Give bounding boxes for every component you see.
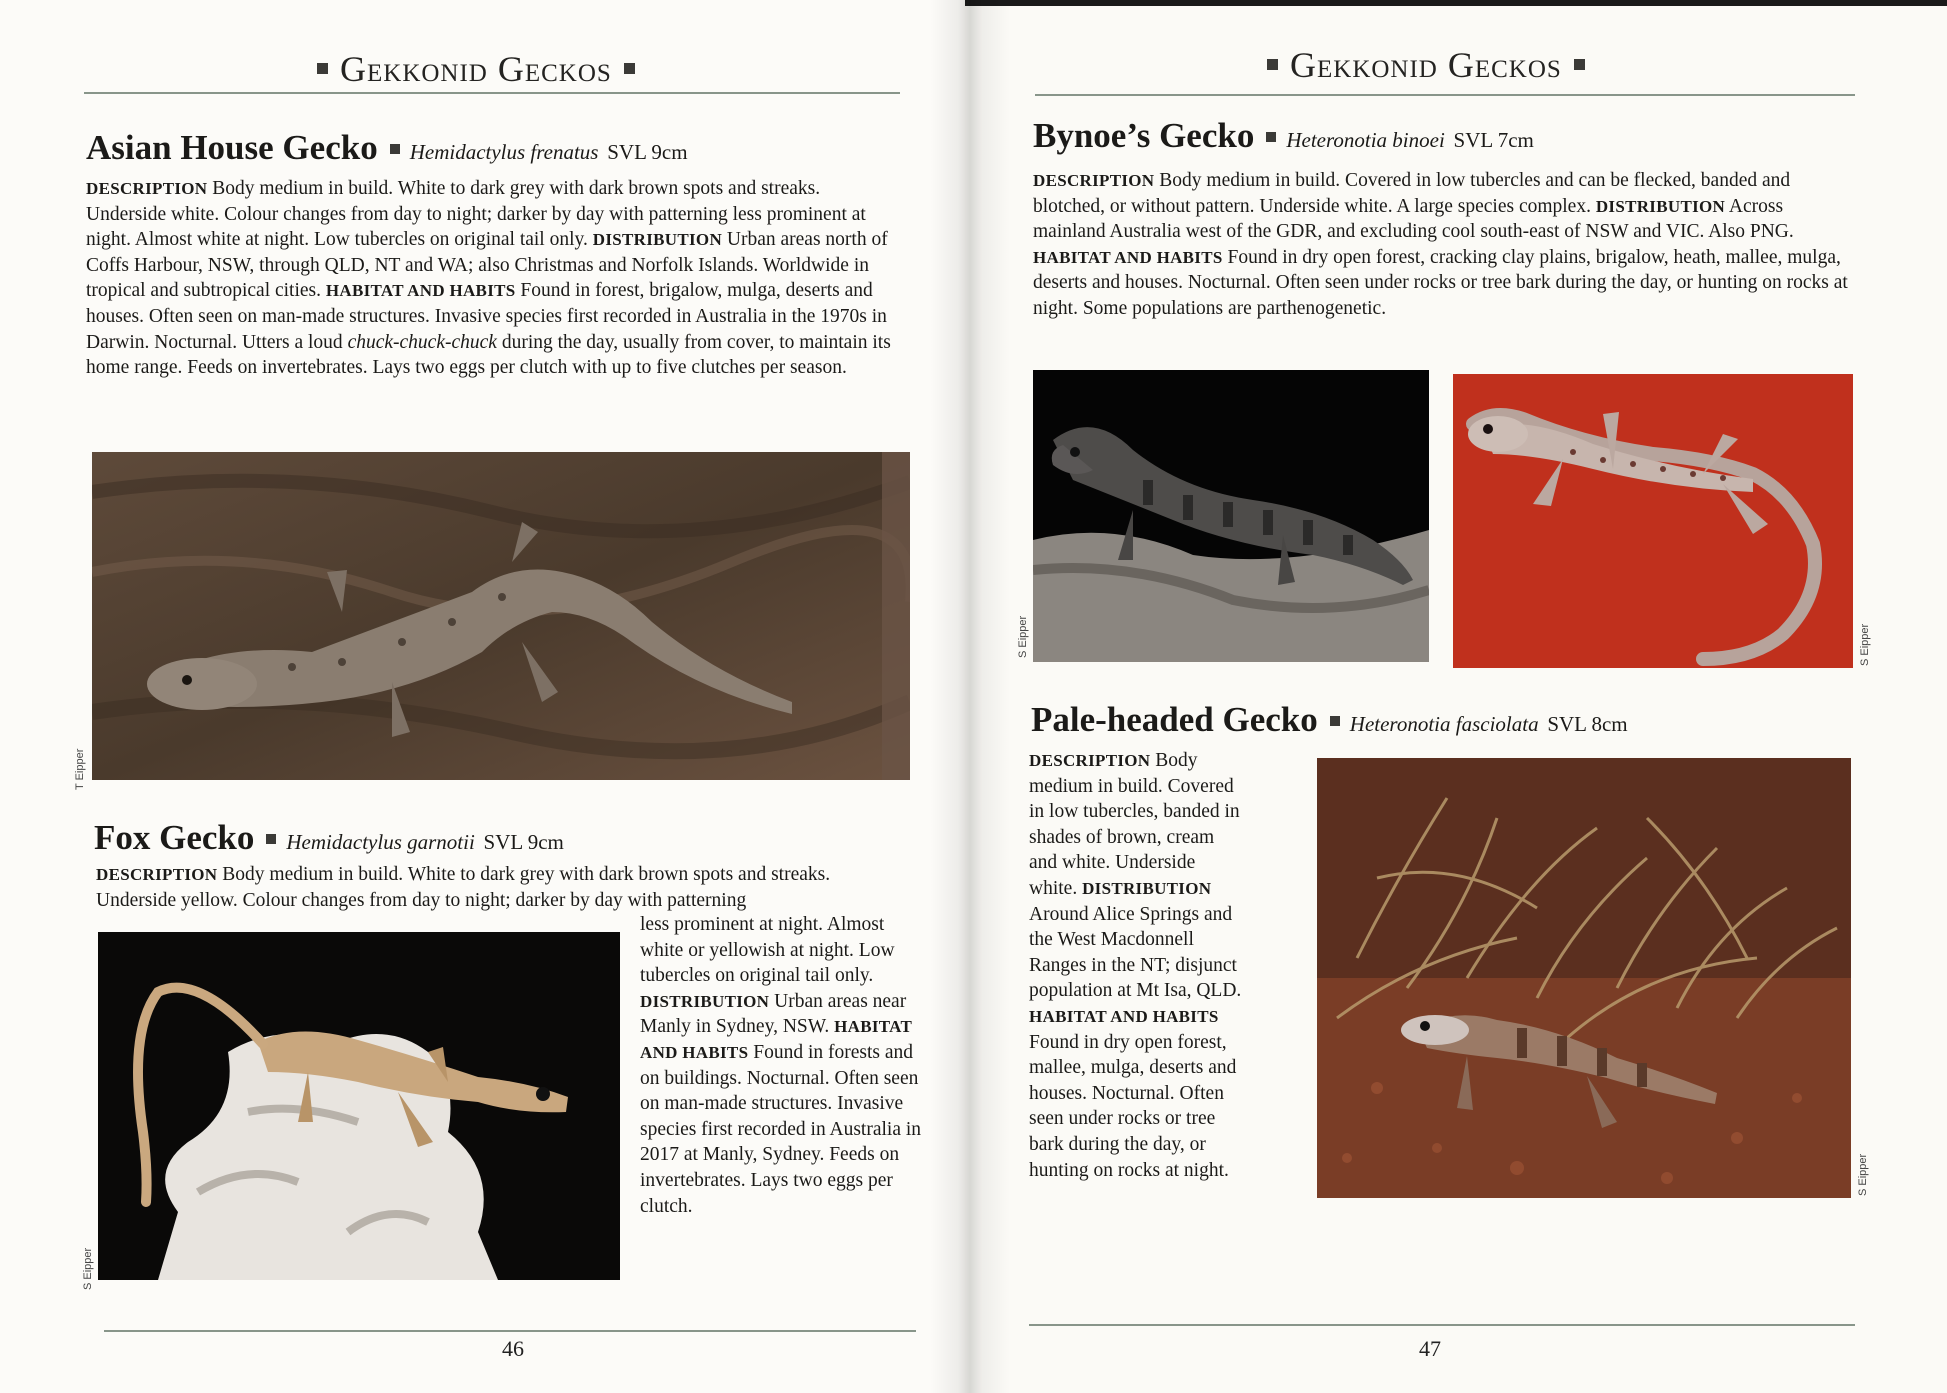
header-square-bullet: [317, 63, 328, 74]
common-name: Bynoe’s Gecko: [1033, 116, 1255, 155]
description-text-continued: less prominent at night. Almost white or yellowish at night. Low tubercles on original tail only.: [640, 914, 895, 987]
left-page: [0, 0, 965, 1393]
size: SVL 8cm: [1547, 712, 1628, 736]
photo-credit: T Eipper: [74, 748, 86, 790]
photo-fox-gecko: [98, 932, 620, 1280]
description-heading: DESCRIPTION: [96, 865, 218, 884]
photo-credit: S Eipper: [82, 1247, 94, 1290]
species-text-pale-headed-gecko: [1029, 748, 1247, 1183]
habitat-heading: HABITAT AND HABITS: [325, 281, 516, 301]
scientific-name: Hemidactylus frenatus: [409, 140, 599, 164]
header-square-bullet: [1267, 59, 1278, 70]
habitat-heading: HABITAT AND HABITS: [1029, 1006, 1219, 1026]
species-text-bynoes-gecko: [1033, 168, 1857, 322]
footer-rule: [104, 1330, 916, 1332]
description-text: Body medium in build. Covered in low tubercles and can be flecked, banded and blotched, or without pattern. Underside white. A large species complex.: [1033, 170, 1791, 217]
call-text: chuck-chuck-chuck: [347, 331, 497, 353]
distribution-heading: DISTRIBUTION: [1082, 878, 1212, 898]
page-number: 46: [502, 1336, 524, 1361]
description-text: Body medium in build. White to dark grey with dark brown spots and streaks. Underside white. Colour changes from day to night; darker by day with patterning less prominent at night. Almost white at night. Low tubercles on original tail only.: [86, 178, 866, 251]
right-running-header: Gekkonid Geckos: [1255, 44, 1597, 86]
distribution-heading: DISTRIBUTION: [592, 230, 723, 250]
scientific-name: Heteronotia fasciolata: [1349, 712, 1539, 736]
size: SVL 7cm: [1453, 128, 1534, 152]
habitat-text: Found in forest, brigalow, mulga, deserts and houses. Often seen on man-made structures. Invasive species first recorded in Australia in the 1970s in Darwin. Nocturnal. Utters a loud: [86, 280, 887, 353]
distribution-heading: DISTRIBUTION: [1595, 196, 1726, 216]
photo-pale-headed-gecko: [1317, 758, 1851, 1198]
distribution-heading: DISTRIBUTION: [640, 991, 770, 1011]
photo-bynoes-gecko-sand: [1453, 374, 1853, 668]
description-text: Body medium in build. White to dark grey with dark brown spots and streaks. Underside yellow. Colour changes from day to night; darker by day with patterning: [96, 864, 831, 911]
footer-rule: [1029, 1324, 1855, 1326]
habitat-heading: HABITAT AND HABITS: [1033, 247, 1223, 267]
header-rule: [84, 92, 900, 94]
scientific-name: Hemidactylus garnotii: [286, 830, 475, 854]
title-square-bullet: [1266, 132, 1276, 142]
common-name: Pale-headed Gecko: [1031, 700, 1318, 739]
header-square-bullet: [624, 63, 635, 74]
page-number: 47: [1419, 1336, 1441, 1361]
distribution-text: Urban areas north of Coffs Harbour, NSW, through QLD, NT and WA; also Christmas and Norfolk Islands. Worldwide in tropical and subtropical cities.: [86, 229, 888, 302]
photo-bynoes-gecko-rock: [1033, 370, 1429, 662]
habitat-text-continued: during the day, usually from cover, to maintain its home range. Feeds on invertebrates. Lays two eggs per clutch with up to five clutches per season.: [86, 331, 891, 379]
header-square-bullet: [1574, 59, 1585, 70]
left-running-header: Gekkonid Geckos: [305, 48, 647, 90]
description-text: Body medium in build. Covered in low tubercles, banded in shades of brown, cream and white. Underside white.: [1029, 750, 1240, 899]
species-text-asian-house-gecko: [86, 176, 898, 381]
title-square-bullet: [266, 834, 276, 844]
species-text-fox-gecko-column: [640, 912, 922, 1219]
distribution-text: Around Alice Springs and the West Macdonnell Ranges in the NT; disjunct population at Mt Isa, QLD.: [1029, 903, 1242, 1002]
distribution-text: Urban areas near Manly in Sydney, NSW.: [640, 990, 907, 1038]
habitat-heading: HABITAT AND HABITS: [640, 1017, 912, 1062]
size: SVL 9cm: [483, 830, 564, 854]
common-name: Fox Gecko: [94, 818, 255, 857]
photo-asian-house-gecko: [92, 452, 910, 780]
right-page: [965, 0, 1947, 1393]
habitat-text: Found in dry open forest, cracking clay plains, brigalow, heath, mallee, mulga, deserts and houses. Nocturnal. Often seen under rocks or tree bark during the day, or hunting on rocks at night. Some populations are parthenogenetic.: [1033, 246, 1848, 319]
species-title-fox-gecko: [94, 818, 564, 858]
photo-credit: S Eipper: [1859, 623, 1871, 666]
description-heading: DESCRIPTION: [86, 179, 208, 198]
size: SVL 9cm: [607, 140, 688, 164]
title-square-bullet: [390, 144, 400, 154]
photo-credit: S Eipper: [1857, 1153, 1869, 1196]
species-title-bynoes-gecko: [1033, 116, 1534, 156]
habitat-text: Found in forests and on buildings. Nocturnal. Often seen on man-made structures. Invasive species first recorded in Australia in 2017 at Manly, Sydney. Feeds on invertebrates. Lays two eggs per clutch.: [640, 1041, 922, 1217]
description-heading: DESCRIPTION: [1029, 751, 1151, 770]
description-heading: DESCRIPTION: [1033, 171, 1155, 190]
distribution-text: Across mainland Australia west of the GDR, and excluding cool south-east of NSW and VIC. Also PNG.: [1033, 195, 1794, 243]
habitat-text: Found in dry open forest, mallee, mulga, deserts and houses. Nocturnal. Often seen under rocks or tree bark during the day, or hunting on rocks at night.: [1029, 1031, 1237, 1181]
species-title-asian-house-gecko: [86, 128, 688, 168]
header-rule: [1035, 94, 1855, 96]
species-description-fox-gecko: [96, 862, 908, 913]
title-square-bullet: [1330, 716, 1340, 726]
common-name: Asian House Gecko: [86, 128, 378, 167]
scientific-name: Heteronotia binoei: [1286, 128, 1445, 152]
photo-credit: S Eipper: [1017, 615, 1029, 658]
species-title-pale-headed-gecko: [1031, 700, 1628, 740]
